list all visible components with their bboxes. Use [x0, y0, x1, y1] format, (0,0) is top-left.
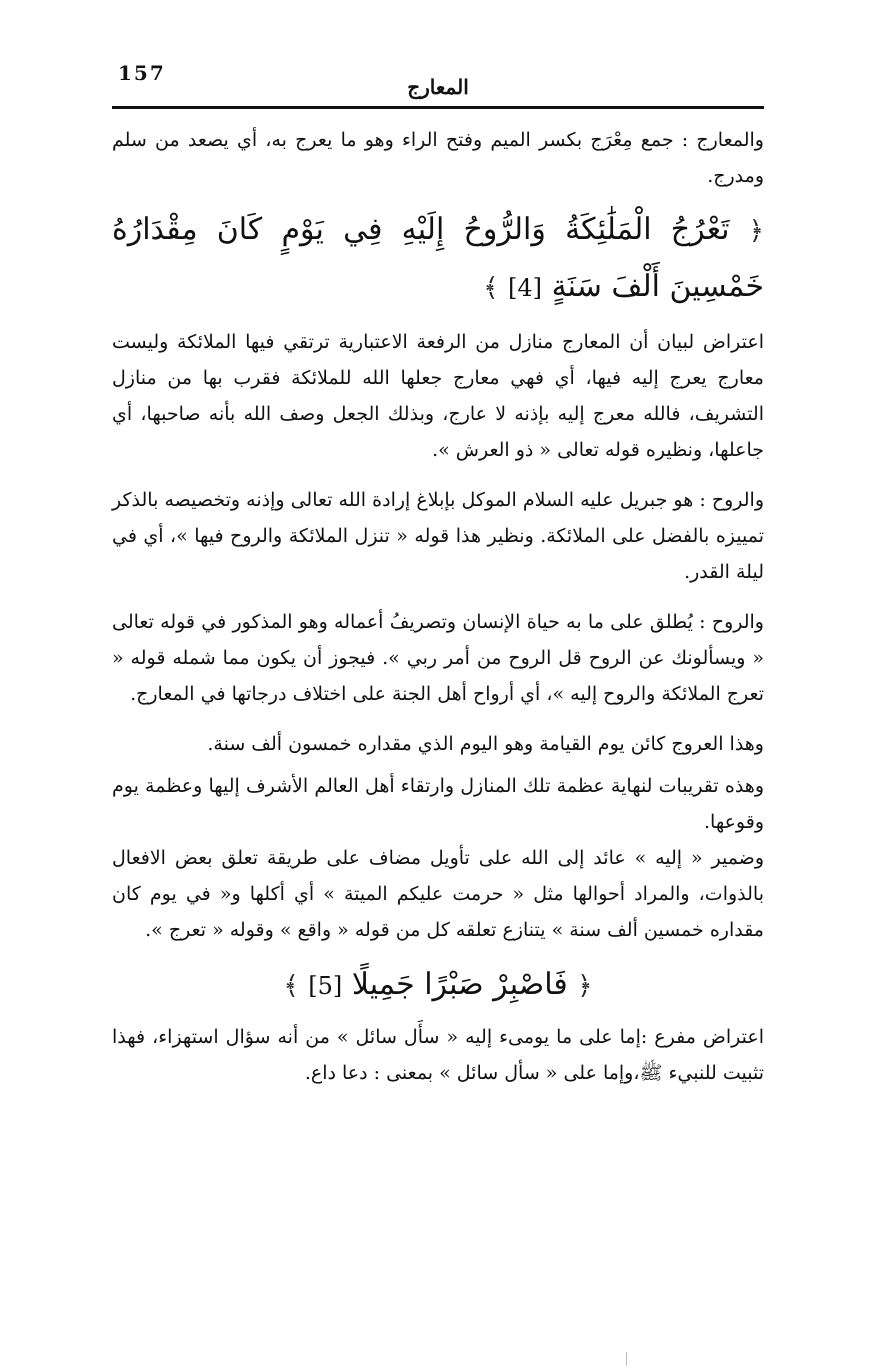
verse-4-number: [4]	[508, 274, 543, 302]
paragraph-approximations: وهذه تقريبات لنهاية عظمة تلك المنازل وارتقاء أهل العالم الأشرف إليها وعظمة يوم وقوعها.	[112, 775, 764, 833]
scan-mark	[626, 1352, 627, 1366]
page-header	[112, 55, 764, 111]
header-rule	[112, 106, 764, 109]
verse-4-text: تَعْرُجُ الْمَلَٰئِكَةُ وَالرُّوحُ إِلَيْهِ فِي يَوْمٍ كَانَ مِقْدَارُهُ خَمْسِينَ أَلْفَ سَنَةٍ	[112, 212, 764, 304]
running-title: المعارج	[407, 75, 469, 99]
body-text	[112, 122, 764, 1091]
paragraph-interjection: اعتراض لبيان أن المعارج منازل من الرفعة الاعتبارية ترتقي فيها الملائكة وليست معارج يعرج إليه فيها، أي فهي معارج جعلها الله للملائكة فقرب بها من منازل التشريف، فالله معرج إليه بإذنه لا عارج، وبذلك الجعل وصف الله بأنه صاحبها، أي جاعلها، ونظيره قوله تعالى « ذو العرش ».	[112, 331, 764, 461]
verse-open-ornament: ﴿	[577, 971, 593, 1001]
verse-5-number: [5]	[308, 972, 343, 1000]
page-number: 157	[118, 61, 166, 85]
paragraph-branching-interjection: اعتراض مفرع :إما على ما يومىء إليه « سأَل سائل » من أنه سؤال استهزاء، فهذا تثبيت للنبيء ﷺ،وإما على « سأل سائل » بمعنى : دعا داع.	[112, 1026, 764, 1084]
quran-verse-5	[112, 958, 764, 1013]
paragraph-ascension-day: وهذا العروج كائن يوم القيامة وهو اليوم الذي مقداره خمسون ألف سنة.	[207, 733, 764, 755]
verse-5-text: فَاصْبِرْ صَبْرًا جَمِيلًا	[351, 967, 568, 1002]
paragraph-ruh-jibril: والروح : هو جبريل عليه السلام الموكل بإبلاغ إرادة الله تعالى وإذنه وتخصيصه بالذكر تمييزه بالفضل على الملائكة. ونظير هذا قوله « تنزل الملائكة والروح فيها »، أي في ليلة القدر.	[112, 489, 764, 583]
verse-close-ornament: ﴾	[483, 273, 499, 303]
paragraph-ruh-soul: والروح : يُطلق على ما به حياة الإنسان وتصريفُ أعماله وهو المذكور في قوله تعالى « ويسألونك عن الروح قل الروح من أمر ربي ». فيجوز أن يكون مما شمله قوله « تعرج الملائكة والروح إليه »، أي أرواح أهل الجنة على اختلاف درجاتها في المعارج.	[112, 611, 764, 705]
paragraph-definition: والمعارج : جمع مِعْرَج بكسر الميم وفتح الراء وهو ما يعرج به، أي يصعد من سلم ومدرج.	[112, 129, 764, 187]
verse-close-ornament: ﴾	[283, 971, 299, 1001]
paragraph-pronoun: وضمير « إليه » عائد إلى الله على تأويل مضاف على طريقة تعلق بعض الافعال بالذوات، والمراد أحوالها مثل « حرمت عليكم الميتة » أي أكلها و« في يوم كان مقداره خمسين ألف سنة » يتنازع تعلقه كل من قوله « واقع » وقوله « تعرج ».	[112, 847, 764, 941]
quran-verse-4	[112, 202, 764, 316]
verse-open-ornament: ﴿	[748, 216, 764, 246]
